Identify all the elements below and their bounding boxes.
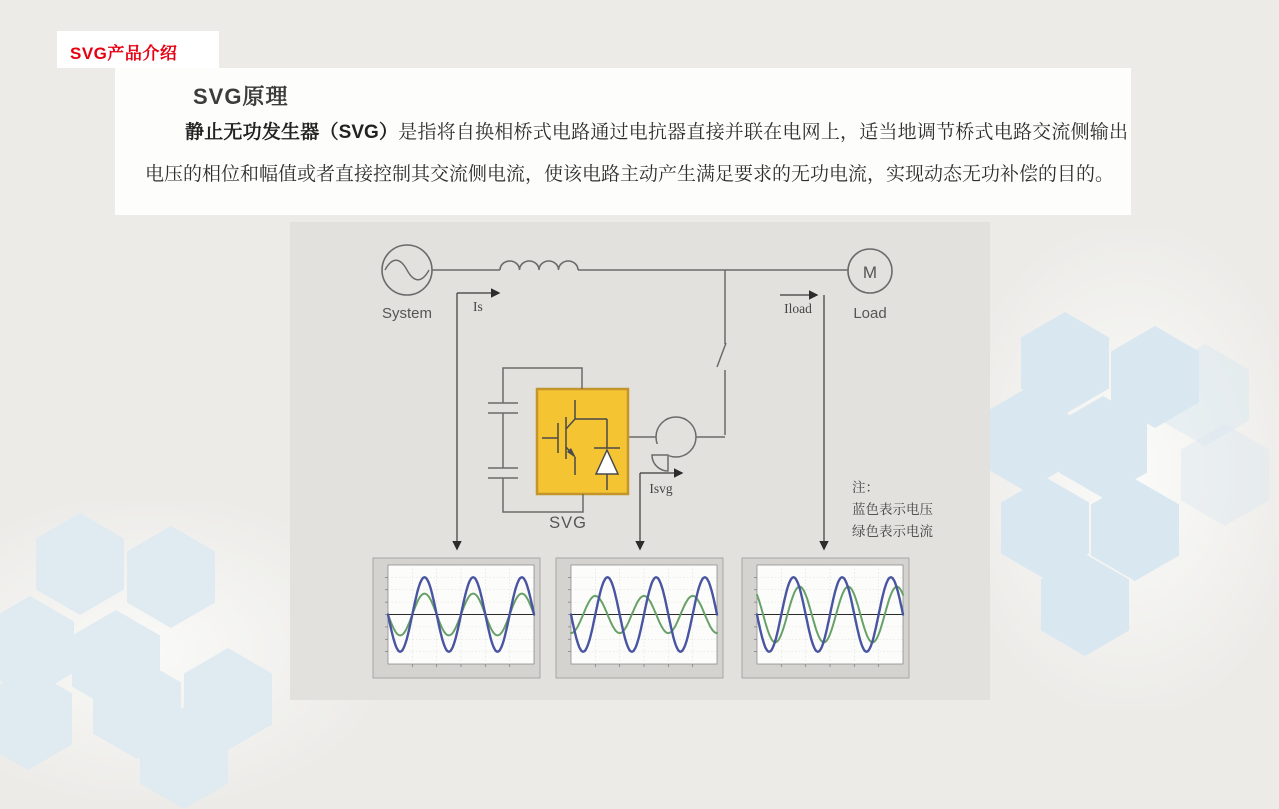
color-legend-note bbox=[852, 480, 933, 539]
inductor-icon bbox=[500, 261, 578, 270]
iload-waveform-plot bbox=[742, 558, 909, 678]
system-label: System bbox=[381, 305, 433, 322]
note-title: 注： bbox=[852, 480, 879, 495]
isvg-waveform-plot bbox=[556, 558, 723, 678]
intro-paragraph bbox=[145, 112, 1128, 196]
note-current-line: 绿色表示电流 bbox=[852, 524, 933, 539]
iload-current-arrow bbox=[780, 295, 824, 549]
breaker-switch-icon bbox=[717, 270, 726, 435]
diagram-panel bbox=[290, 222, 990, 700]
is-waveform-plot bbox=[373, 558, 540, 678]
circuit-diagram bbox=[290, 222, 990, 700]
page-title: SVG原理 bbox=[193, 84, 289, 109]
current-transformer-icon bbox=[652, 417, 696, 471]
is-current-arrow bbox=[457, 293, 499, 549]
converter-box bbox=[537, 389, 628, 494]
iload-label: Iload bbox=[784, 301, 812, 316]
svg-box-label: SVG bbox=[549, 514, 587, 532]
note-voltage-line: 蓝色表示电压 bbox=[852, 502, 933, 517]
is-label: Is bbox=[473, 299, 483, 314]
intro-paragraph-lead: 静止无功发生器（SVG） bbox=[185, 122, 399, 143]
hexagon-decoration bbox=[36, 513, 124, 615]
hexagon-decoration bbox=[0, 668, 72, 770]
slide-tag-chip bbox=[57, 31, 219, 68]
isvg-label: Isvg bbox=[649, 481, 673, 496]
content-box bbox=[115, 68, 1131, 215]
system-source-icon bbox=[382, 245, 432, 295]
intro-paragraph-body: 是指将自换相桥式电路通过电抗器直接并联在电网上，适当地调节桥式电路交流侧输出电压的相位和幅值或者直接控制其交流侧电流，使该电路主动产生满足要求的无功电流，实现动态无功补偿的目的。 bbox=[145, 122, 1128, 185]
hexagon-decoration bbox=[127, 526, 215, 628]
load-label: Load bbox=[853, 305, 887, 322]
slide-tag: SVG产品介绍 bbox=[70, 44, 178, 63]
motor-m-label: M bbox=[862, 263, 878, 282]
